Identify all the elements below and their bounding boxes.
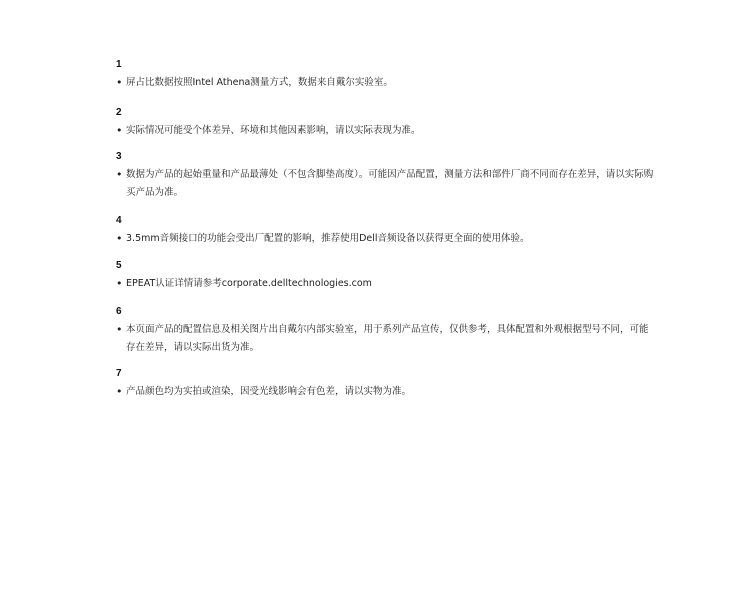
footnote-line bbox=[116, 275, 656, 293]
footnote-line bbox=[116, 321, 656, 357]
footnote-text: 实际情况可能受个体差异、环境和其他因素影响，请以实际表现为准。 bbox=[126, 125, 421, 136]
bullet-icon: • bbox=[116, 385, 123, 398]
footnote-text: 产品颜色均为实拍或渲染，因受光线影响会有色差，请以实物为准。 bbox=[126, 386, 412, 397]
footnotes-section bbox=[116, 56, 656, 401]
bullet-icon: • bbox=[116, 323, 123, 336]
bullet-icon: • bbox=[116, 124, 123, 137]
footnote-5 bbox=[116, 257, 656, 293]
footnote-line bbox=[116, 74, 656, 92]
footnote-line bbox=[116, 383, 656, 401]
footnote-4 bbox=[116, 212, 656, 248]
footnote-text: 屏占比数据按照Intel Athena测量方式，数据来自戴尔实验室。 bbox=[126, 77, 393, 88]
footnote-text: 数据为产品的起始重量和产品最薄处（不包含脚垫高度）。可能因产品配置，测量方法和部件厂商不同而存在差异，请以实际购买产品为准。 bbox=[126, 169, 654, 198]
footnote-number: 4 bbox=[116, 215, 122, 226]
footnote-7 bbox=[116, 365, 656, 401]
bullet-icon: • bbox=[116, 168, 123, 181]
footnote-1 bbox=[116, 56, 656, 92]
footnote-line bbox=[116, 122, 656, 140]
bullet-icon: • bbox=[116, 232, 123, 245]
footnote-text: EPEAT认证详情请参考corporate.delltechnologies.com bbox=[126, 278, 372, 289]
footnote-number: 6 bbox=[116, 306, 122, 317]
footnote-text: 本页面产品的配置信息及相关图片出自戴尔内部实验室，用于系列产品宣传，仅供参考，具体配置和外观根据型号不同，可能存在差异，请以实际出货为准。 bbox=[126, 324, 649, 353]
footnote-number: 3 bbox=[116, 151, 122, 162]
footnote-number: 5 bbox=[116, 260, 122, 271]
footnote-6 bbox=[116, 303, 656, 357]
footnote-number: 1 bbox=[116, 59, 122, 70]
bullet-icon: • bbox=[116, 76, 123, 89]
footnote-text: 3.5mm音频接口的功能会受出厂配置的影响，推荐使用Dell音频设备以获得更全面的使用体验。 bbox=[126, 233, 530, 244]
bullet-icon: • bbox=[116, 277, 123, 290]
footnote-line bbox=[116, 230, 656, 248]
footnote-number: 7 bbox=[116, 368, 122, 379]
footnote-2 bbox=[116, 104, 656, 140]
footnote-number: 2 bbox=[116, 107, 122, 118]
footnote-3 bbox=[116, 148, 656, 202]
footnote-line bbox=[116, 166, 656, 202]
